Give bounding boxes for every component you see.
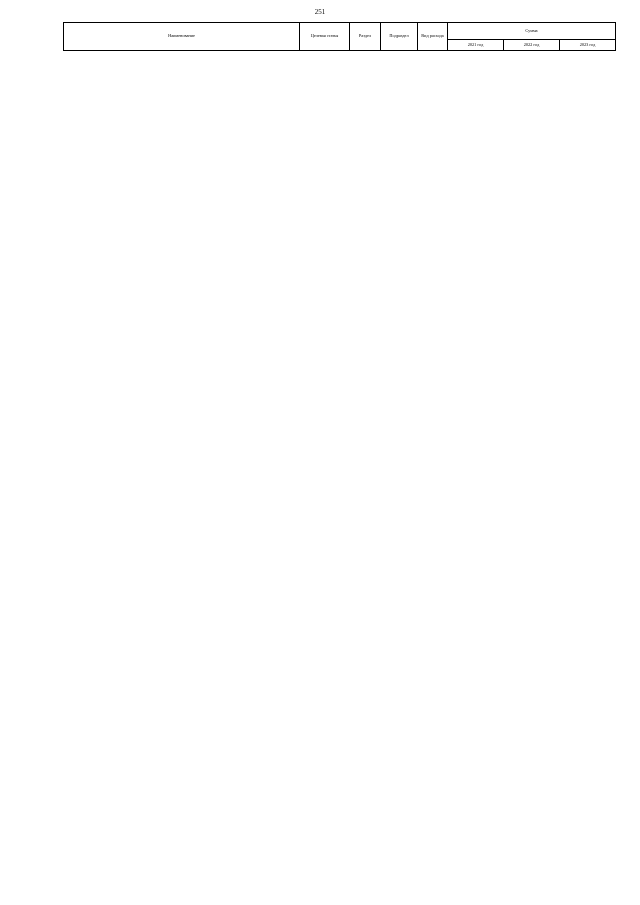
- header-2021: 2021 год: [448, 40, 504, 51]
- header-target: Целевая статья: [300, 23, 350, 51]
- header-sum: Сумма: [448, 23, 616, 40]
- budget-table: [63, 22, 616, 51]
- header-section: Раздел: [350, 23, 381, 51]
- header-2023: 2023 год: [560, 40, 616, 51]
- header-name: Наименование: [64, 23, 300, 51]
- header-2022: 2022 год: [504, 40, 560, 51]
- page-number: 251: [314, 8, 326, 16]
- header-expense-type: Вид расхода: [418, 23, 448, 51]
- header-subsection: Подраздел: [381, 23, 418, 51]
